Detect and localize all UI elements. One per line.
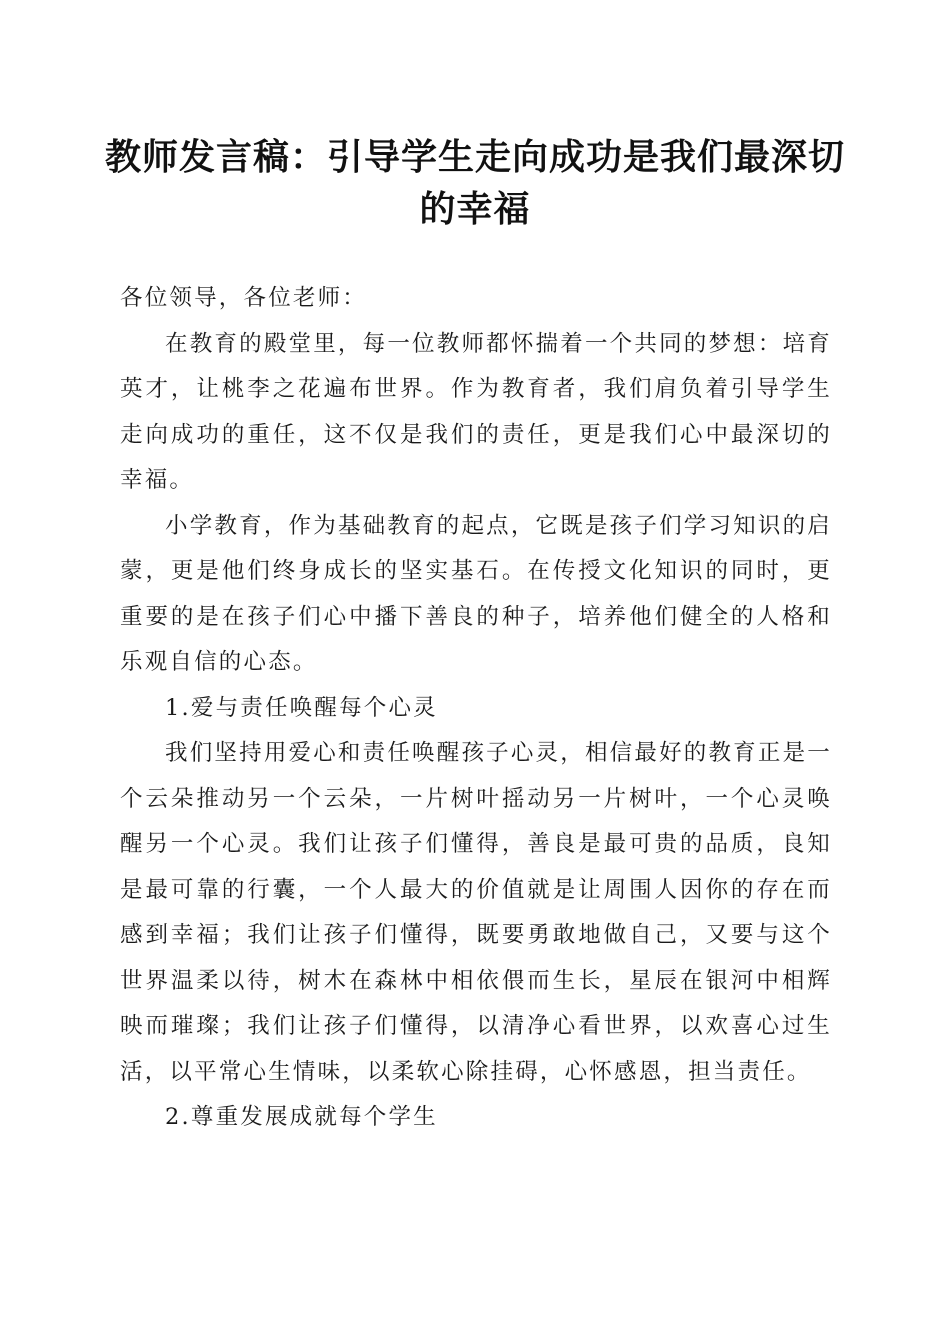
document-body bbox=[120, 276, 832, 1141]
title-line-2: 的幸福 bbox=[419, 189, 531, 230]
title-line-1: 教师发言稿：引导学生走向成功是我们最深切 bbox=[104, 137, 845, 178]
paragraph-love-responsibility: 我们坚持用爱心和责任唤醒孩子心灵，相信最好的教育正是一个云朵推动另一个云朵，一片树叶摇动另一片树叶，一个心灵唤醒另一个心灵。我们让孩子们懂得，善良是最可贵的品质，良知是最可靠的行囊，一个人最大的价值就是让周围人因你的存在而感到幸福；我们让孩子们懂得，既要勇敢地做自己，又要与这个世界温柔以待，树木在森林中相依偎而生长，星辰在银河中相辉映而璀璨；我们让孩子们懂得，以清净心看世界，以欢喜心过生活，以平常心生情味，以柔软心除挂碍，心怀感恩，担当责任。 bbox=[120, 740, 832, 1085]
paragraph-intro: 在教育的殿堂里，每一位教师都怀揣着一个共同的梦想：培育英才，让桃李之花遍布世界。作为教育者，我们肩负着引导学生走向成功的重任，这不仅是我们的责任，更是我们心中最深切的幸福。 bbox=[120, 330, 832, 493]
section-heading-2: 2.尊重发展成就每个学生 bbox=[165, 1104, 438, 1130]
paragraph-primary-education: 小学教育，作为基础教育的起点，它既是孩子们学习知识的启蒙，更是他们终身成长的坚实基石。在传授文化知识的同时，更重要的是在孩子们心中播下善良的种子，培养他们健全的人格和乐观自信的心态。 bbox=[120, 512, 832, 675]
salutation: 各位领导，各位老师： bbox=[120, 285, 368, 311]
document-title bbox=[100, 132, 850, 236]
section-heading-1: 1.爱与责任唤醒每个心灵 bbox=[165, 694, 438, 721]
